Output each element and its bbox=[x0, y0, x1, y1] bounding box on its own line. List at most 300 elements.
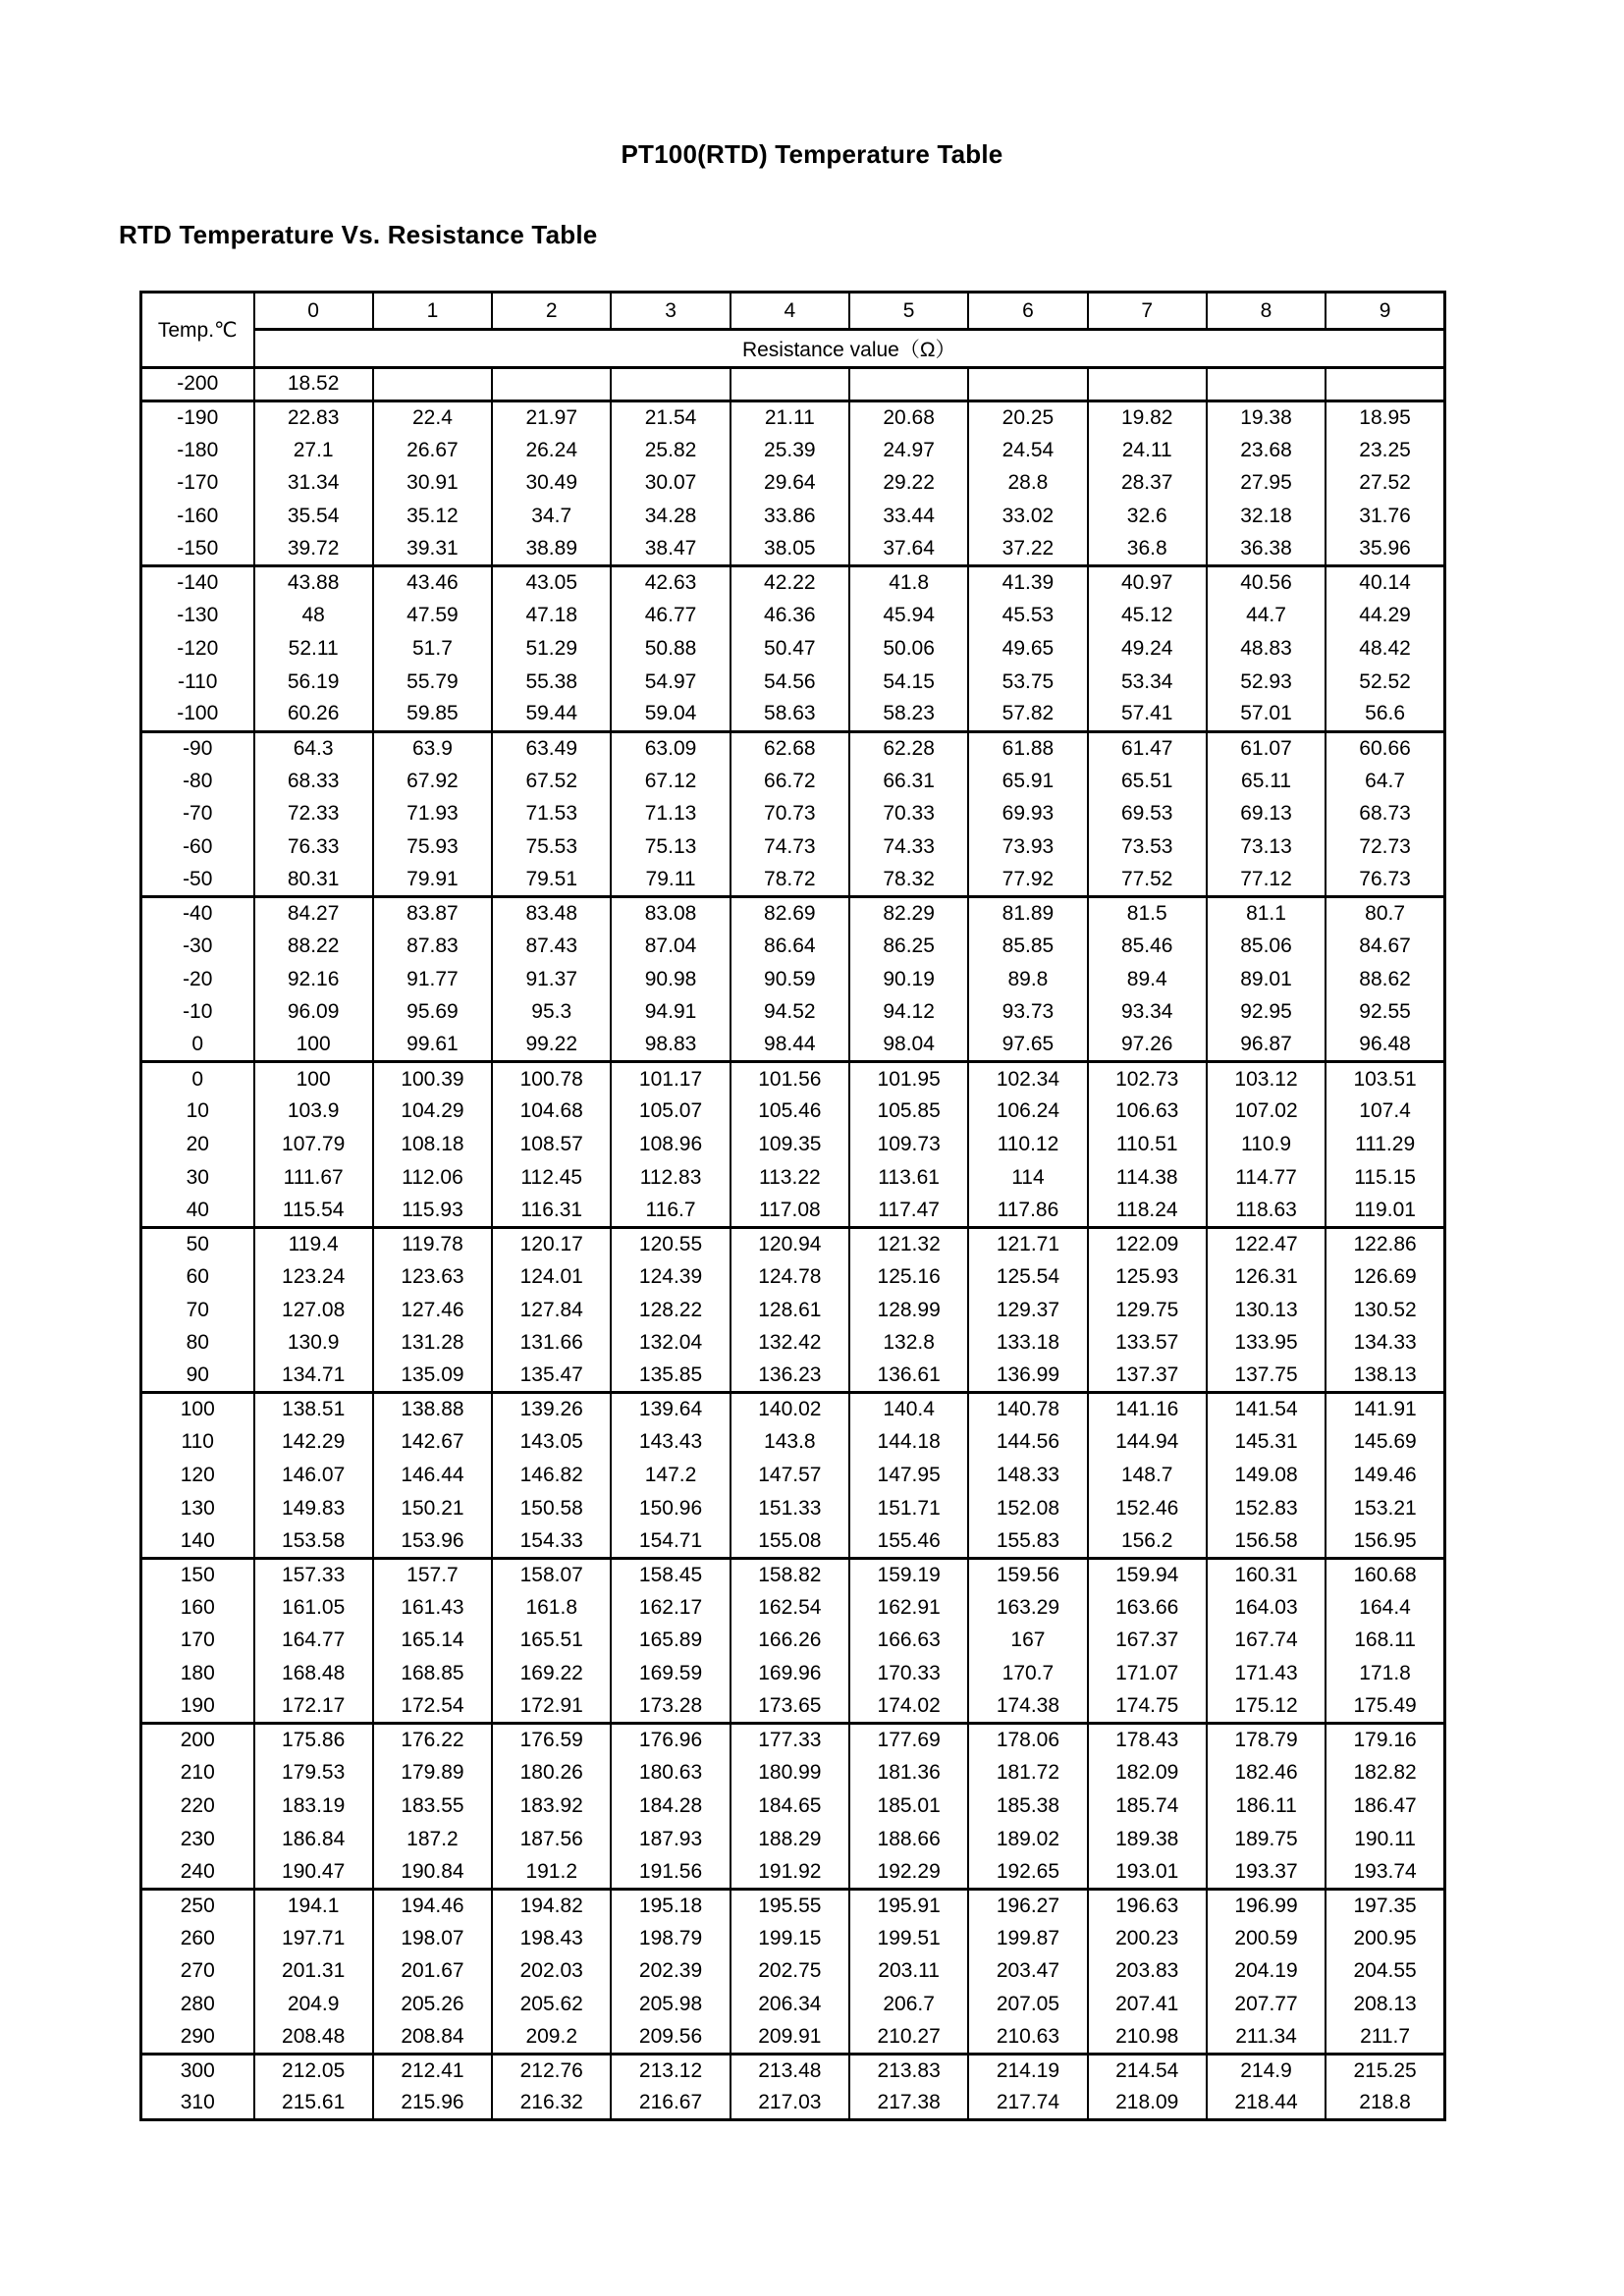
value-cell: 179.16 bbox=[1326, 1724, 1444, 1757]
value-cell: 196.63 bbox=[1088, 1889, 1207, 1922]
value-cell: 182.09 bbox=[1088, 1756, 1207, 1789]
digit-column-header: 9 bbox=[1326, 293, 1444, 330]
value-cell: 24.97 bbox=[849, 434, 968, 467]
value-cell: 99.22 bbox=[492, 1029, 611, 1062]
temp-cell: 160 bbox=[141, 1591, 254, 1625]
value-cell: 50.06 bbox=[849, 632, 968, 666]
value-cell: 138.51 bbox=[254, 1393, 373, 1426]
value-cell: 217.03 bbox=[731, 2087, 849, 2120]
value-cell: 127.08 bbox=[254, 1294, 373, 1327]
value-cell: 202.39 bbox=[611, 1955, 730, 1989]
temp-cell: 150 bbox=[141, 1558, 254, 1591]
row-group bbox=[141, 368, 1445, 401]
table-row bbox=[141, 698, 1445, 731]
value-cell: 21.97 bbox=[492, 400, 611, 434]
value-cell: 106.24 bbox=[968, 1095, 1087, 1129]
value-cell: 90.59 bbox=[731, 963, 849, 996]
value-cell: 186.47 bbox=[1326, 1789, 1444, 1823]
temp-cell: 30 bbox=[141, 1161, 254, 1195]
temp-cell: -90 bbox=[141, 731, 254, 765]
value-cell: 161.8 bbox=[492, 1591, 611, 1625]
digit-column-header: 0 bbox=[254, 293, 373, 330]
value-cell: 211.7 bbox=[1326, 2021, 1444, 2055]
temp-cell: 130 bbox=[141, 1492, 254, 1525]
value-cell: 128.99 bbox=[849, 1294, 968, 1327]
value-cell: 190.84 bbox=[373, 1855, 492, 1889]
value-cell: 34.28 bbox=[611, 500, 730, 533]
table-row bbox=[141, 2055, 1445, 2088]
table-row bbox=[141, 1128, 1445, 1161]
value-cell: 201.31 bbox=[254, 1955, 373, 1989]
value-cell: 22.4 bbox=[373, 400, 492, 434]
row-group bbox=[141, 400, 1445, 565]
value-cell: 176.96 bbox=[611, 1724, 730, 1757]
temp-cell: -80 bbox=[141, 765, 254, 798]
value-cell: 202.75 bbox=[731, 1955, 849, 1989]
value-cell: 27.95 bbox=[1207, 467, 1326, 501]
value-cell: 198.43 bbox=[492, 1922, 611, 1955]
value-cell: 102.73 bbox=[1088, 1062, 1207, 1095]
value-cell: 206.7 bbox=[849, 1988, 968, 2021]
value-cell: 198.79 bbox=[611, 1922, 730, 1955]
value-cell: 28.37 bbox=[1088, 467, 1207, 501]
value-cell: 188.66 bbox=[849, 1823, 968, 1856]
value-cell: 121.71 bbox=[968, 1227, 1087, 1260]
value-cell: 95.69 bbox=[373, 996, 492, 1030]
table-row bbox=[141, 1062, 1445, 1095]
value-cell: 200.59 bbox=[1207, 1922, 1326, 1955]
value-cell: 108.96 bbox=[611, 1128, 730, 1161]
value-cell: 144.56 bbox=[968, 1426, 1087, 1460]
value-cell: 38.05 bbox=[731, 533, 849, 566]
value-cell: 169.22 bbox=[492, 1657, 611, 1690]
value-cell: 59.44 bbox=[492, 698, 611, 731]
value-cell: 96.09 bbox=[254, 996, 373, 1030]
value-cell: 76.33 bbox=[254, 830, 373, 864]
value-cell: 169.96 bbox=[731, 1657, 849, 1690]
value-cell: 180.26 bbox=[492, 1756, 611, 1789]
table-row bbox=[141, 632, 1445, 666]
temp-cell: -60 bbox=[141, 830, 254, 864]
table-row bbox=[141, 1823, 1445, 1856]
value-cell bbox=[373, 368, 492, 401]
value-cell: 187.2 bbox=[373, 1823, 492, 1856]
value-cell: 98.44 bbox=[731, 1029, 849, 1062]
value-cell: 159.56 bbox=[968, 1558, 1087, 1591]
value-cell: 172.17 bbox=[254, 1690, 373, 1724]
value-cell: 61.47 bbox=[1088, 731, 1207, 765]
value-cell: 140.4 bbox=[849, 1393, 968, 1426]
value-cell: 117.08 bbox=[731, 1195, 849, 1228]
row-group bbox=[141, 1558, 1445, 1723]
value-cell: 209.2 bbox=[492, 2021, 611, 2055]
value-cell: 96.87 bbox=[1207, 1029, 1326, 1062]
value-cell: 189.02 bbox=[968, 1823, 1087, 1856]
table-row bbox=[141, 830, 1445, 864]
value-cell: 153.21 bbox=[1326, 1492, 1444, 1525]
value-cell: 162.91 bbox=[849, 1591, 968, 1625]
value-cell: 42.22 bbox=[731, 566, 849, 600]
value-cell: 73.93 bbox=[968, 830, 1087, 864]
value-cell: 149.08 bbox=[1207, 1459, 1326, 1492]
temp-cell: 170 bbox=[141, 1625, 254, 1658]
value-cell: 190.11 bbox=[1326, 1823, 1444, 1856]
value-cell: 182.46 bbox=[1207, 1756, 1326, 1789]
value-cell: 37.64 bbox=[849, 533, 968, 566]
value-cell: 208.13 bbox=[1326, 1988, 1444, 2021]
value-cell: 215.25 bbox=[1326, 2055, 1444, 2088]
row-group bbox=[141, 566, 1445, 731]
table-row bbox=[141, 2021, 1445, 2055]
value-cell: 66.31 bbox=[849, 765, 968, 798]
value-cell: 61.07 bbox=[1207, 731, 1326, 765]
value-cell: 18.95 bbox=[1326, 400, 1444, 434]
value-cell: 210.63 bbox=[968, 2021, 1087, 2055]
value-cell: 204.9 bbox=[254, 1988, 373, 2021]
table-row bbox=[141, 434, 1445, 467]
value-cell: 101.17 bbox=[611, 1062, 730, 1095]
temp-cell: -170 bbox=[141, 467, 254, 501]
value-cell: 176.59 bbox=[492, 1724, 611, 1757]
value-cell: 196.27 bbox=[968, 1889, 1087, 1922]
page-title: PT100(RTD) Temperature Table bbox=[621, 139, 1003, 169]
value-cell: 154.33 bbox=[492, 1525, 611, 1559]
digit-column-header: 8 bbox=[1207, 293, 1326, 330]
value-cell: 125.16 bbox=[849, 1260, 968, 1294]
row-group bbox=[141, 2055, 1445, 2120]
value-cell: 207.77 bbox=[1207, 1988, 1326, 2021]
value-cell: 209.91 bbox=[731, 2021, 849, 2055]
value-cell: 218.8 bbox=[1326, 2087, 1444, 2120]
value-cell: 178.79 bbox=[1207, 1724, 1326, 1757]
value-cell: 151.33 bbox=[731, 1492, 849, 1525]
section-title: RTD Temperature Vs. Resistance Table bbox=[119, 220, 598, 249]
value-cell: 160.68 bbox=[1326, 1558, 1444, 1591]
row-group bbox=[141, 1062, 1445, 1227]
value-cell: 32.18 bbox=[1207, 500, 1326, 533]
value-cell: 184.65 bbox=[731, 1789, 849, 1823]
value-cell: 73.53 bbox=[1088, 830, 1207, 864]
value-cell: 127.84 bbox=[492, 1294, 611, 1327]
value-cell: 104.29 bbox=[373, 1095, 492, 1129]
value-cell: 40.97 bbox=[1088, 566, 1207, 600]
value-cell: 153.58 bbox=[254, 1525, 373, 1559]
value-cell: 100 bbox=[254, 1029, 373, 1062]
value-cell: 135.85 bbox=[611, 1360, 730, 1393]
value-cell: 169.59 bbox=[611, 1657, 730, 1690]
temp-cell: -30 bbox=[141, 930, 254, 963]
value-cell: 150.21 bbox=[373, 1492, 492, 1525]
value-cell: 94.52 bbox=[731, 996, 849, 1030]
value-cell: 212.76 bbox=[492, 2055, 611, 2088]
value-cell: 181.36 bbox=[849, 1756, 968, 1789]
value-cell bbox=[849, 368, 968, 401]
value-cell: 170.33 bbox=[849, 1657, 968, 1690]
temp-cell: -140 bbox=[141, 566, 254, 600]
value-cell: 185.38 bbox=[968, 1789, 1087, 1823]
value-cell: 136.99 bbox=[968, 1360, 1087, 1393]
value-cell: 132.04 bbox=[611, 1326, 730, 1360]
temp-cell: 60 bbox=[141, 1260, 254, 1294]
value-cell: 112.45 bbox=[492, 1161, 611, 1195]
table-row bbox=[141, 1988, 1445, 2021]
value-cell: 145.31 bbox=[1207, 1426, 1326, 1460]
value-cell: 108.57 bbox=[492, 1128, 611, 1161]
value-cell: 90.19 bbox=[849, 963, 968, 996]
value-cell: 27.52 bbox=[1326, 467, 1444, 501]
table-row bbox=[141, 1459, 1445, 1492]
value-cell: 207.41 bbox=[1088, 1988, 1207, 2021]
value-cell: 129.37 bbox=[968, 1294, 1087, 1327]
value-cell: 48.42 bbox=[1326, 632, 1444, 666]
value-cell: 39.72 bbox=[254, 533, 373, 566]
temp-cell: 220 bbox=[141, 1789, 254, 1823]
value-cell: 207.05 bbox=[968, 1988, 1087, 2021]
value-cell: 142.29 bbox=[254, 1426, 373, 1460]
value-cell: 158.07 bbox=[492, 1558, 611, 1591]
value-cell: 179.89 bbox=[373, 1756, 492, 1789]
value-cell: 83.48 bbox=[492, 897, 611, 931]
value-cell: 135.47 bbox=[492, 1360, 611, 1393]
value-cell: 105.85 bbox=[849, 1095, 968, 1129]
value-cell: 133.95 bbox=[1207, 1326, 1326, 1360]
table-row bbox=[141, 599, 1445, 632]
value-cell: 52.93 bbox=[1207, 666, 1326, 699]
value-cell: 24.54 bbox=[968, 434, 1087, 467]
value-cell: 72.33 bbox=[254, 797, 373, 830]
value-cell: 168.85 bbox=[373, 1657, 492, 1690]
temp-cell: -50 bbox=[141, 864, 254, 897]
value-cell: 83.87 bbox=[373, 897, 492, 931]
value-cell: 212.05 bbox=[254, 2055, 373, 2088]
value-cell: 158.45 bbox=[611, 1558, 730, 1591]
table-row bbox=[141, 1426, 1445, 1460]
value-cell: 139.64 bbox=[611, 1393, 730, 1426]
value-cell: 96.48 bbox=[1326, 1029, 1444, 1062]
value-cell: 81.1 bbox=[1207, 897, 1326, 931]
value-cell: 69.93 bbox=[968, 797, 1087, 830]
value-cell: 166.26 bbox=[731, 1625, 849, 1658]
value-cell: 101.56 bbox=[731, 1062, 849, 1095]
value-cell: 165.51 bbox=[492, 1625, 611, 1658]
value-cell: 114.77 bbox=[1207, 1161, 1326, 1195]
value-cell: 26.24 bbox=[492, 434, 611, 467]
value-cell: 37.22 bbox=[968, 533, 1087, 566]
value-cell: 109.73 bbox=[849, 1128, 968, 1161]
value-cell: 40.14 bbox=[1326, 566, 1444, 600]
value-cell: 176.22 bbox=[373, 1724, 492, 1757]
value-cell: 191.92 bbox=[731, 1855, 849, 1889]
value-cell: 172.54 bbox=[373, 1690, 492, 1724]
temp-cell: -70 bbox=[141, 797, 254, 830]
value-cell: 130.9 bbox=[254, 1326, 373, 1360]
value-cell: 20.25 bbox=[968, 400, 1087, 434]
value-cell: 65.91 bbox=[968, 765, 1087, 798]
value-cell: 100.78 bbox=[492, 1062, 611, 1095]
value-cell: 134.33 bbox=[1326, 1326, 1444, 1360]
value-cell: 147.95 bbox=[849, 1459, 968, 1492]
temp-column-header: Temp.℃ bbox=[141, 293, 254, 368]
value-cell: 168.48 bbox=[254, 1657, 373, 1690]
value-cell: 168.11 bbox=[1326, 1625, 1444, 1658]
value-cell: 203.83 bbox=[1088, 1955, 1207, 1989]
temp-cell: -20 bbox=[141, 963, 254, 996]
value-cell: 217.38 bbox=[849, 2087, 968, 2120]
table-row bbox=[141, 533, 1445, 566]
value-cell: 91.37 bbox=[492, 963, 611, 996]
temp-cell: 240 bbox=[141, 1855, 254, 1889]
temp-cell: -40 bbox=[141, 897, 254, 931]
value-cell: 193.37 bbox=[1207, 1855, 1326, 1889]
value-cell: 152.08 bbox=[968, 1492, 1087, 1525]
value-cell: 173.65 bbox=[731, 1690, 849, 1724]
value-cell: 144.18 bbox=[849, 1426, 968, 1460]
value-cell: 58.63 bbox=[731, 698, 849, 731]
table-row bbox=[141, 1591, 1445, 1625]
temp-cell: 0 bbox=[141, 1062, 254, 1095]
value-cell: 78.72 bbox=[731, 864, 849, 897]
table-row bbox=[141, 930, 1445, 963]
value-cell: 195.18 bbox=[611, 1889, 730, 1922]
value-cell: 147.57 bbox=[731, 1459, 849, 1492]
value-cell: 199.15 bbox=[731, 1922, 849, 1955]
value-cell: 215.96 bbox=[373, 2087, 492, 2120]
value-cell: 110.51 bbox=[1088, 1128, 1207, 1161]
value-cell: 147.2 bbox=[611, 1459, 730, 1492]
value-cell: 18.52 bbox=[254, 368, 373, 401]
value-cell: 118.24 bbox=[1088, 1195, 1207, 1228]
value-cell: 29.64 bbox=[731, 467, 849, 501]
value-cell: 203.47 bbox=[968, 1955, 1087, 1989]
value-cell: 57.82 bbox=[968, 698, 1087, 731]
value-cell: 79.11 bbox=[611, 864, 730, 897]
value-cell: 71.53 bbox=[492, 797, 611, 830]
digit-column-header: 1 bbox=[373, 293, 492, 330]
value-cell: 213.83 bbox=[849, 2055, 968, 2088]
row-group bbox=[141, 1227, 1445, 1392]
value-cell: 187.56 bbox=[492, 1823, 611, 1856]
temp-cell: -110 bbox=[141, 666, 254, 699]
value-cell: 165.89 bbox=[611, 1625, 730, 1658]
value-cell: 137.75 bbox=[1207, 1360, 1326, 1393]
value-cell: 112.06 bbox=[373, 1161, 492, 1195]
value-cell: 130.13 bbox=[1207, 1294, 1326, 1327]
value-cell: 130.52 bbox=[1326, 1294, 1444, 1327]
value-cell: 25.39 bbox=[731, 434, 849, 467]
value-cell: 90.98 bbox=[611, 963, 730, 996]
value-cell: 162.17 bbox=[611, 1591, 730, 1625]
table-row bbox=[141, 797, 1445, 830]
value-cell: 143.8 bbox=[731, 1426, 849, 1460]
value-cell: 125.93 bbox=[1088, 1260, 1207, 1294]
value-cell: 117.86 bbox=[968, 1195, 1087, 1228]
value-cell: 154.71 bbox=[611, 1525, 730, 1559]
table-row bbox=[141, 1326, 1445, 1360]
value-cell: 79.51 bbox=[492, 864, 611, 897]
value-cell: 171.8 bbox=[1326, 1657, 1444, 1690]
table-row bbox=[141, 1195, 1445, 1228]
value-cell: 174.38 bbox=[968, 1690, 1087, 1724]
value-cell: 171.43 bbox=[1207, 1657, 1326, 1690]
value-cell: 50.88 bbox=[611, 632, 730, 666]
value-cell: 146.07 bbox=[254, 1459, 373, 1492]
value-cell: 192.65 bbox=[968, 1855, 1087, 1889]
value-cell: 148.33 bbox=[968, 1459, 1087, 1492]
value-cell: 98.83 bbox=[611, 1029, 730, 1062]
value-cell: 186.11 bbox=[1207, 1789, 1326, 1823]
value-cell: 113.61 bbox=[849, 1161, 968, 1195]
value-cell: 152.46 bbox=[1088, 1492, 1207, 1525]
value-cell: 107.79 bbox=[254, 1128, 373, 1161]
value-cell: 155.08 bbox=[731, 1525, 849, 1559]
value-cell: 48.83 bbox=[1207, 632, 1326, 666]
value-cell: 93.34 bbox=[1088, 996, 1207, 1030]
row-group bbox=[141, 1724, 1445, 1889]
value-cell: 197.71 bbox=[254, 1922, 373, 1955]
value-cell: 25.82 bbox=[611, 434, 730, 467]
value-cell: 143.05 bbox=[492, 1426, 611, 1460]
table-row bbox=[141, 400, 1445, 434]
value-cell: 66.72 bbox=[731, 765, 849, 798]
value-cell: 132.42 bbox=[731, 1326, 849, 1360]
value-cell: 110.12 bbox=[968, 1128, 1087, 1161]
table-row bbox=[141, 897, 1445, 931]
value-cell: 54.97 bbox=[611, 666, 730, 699]
row-group bbox=[141, 731, 1445, 896]
value-cell: 47.18 bbox=[492, 599, 611, 632]
value-cell: 34.7 bbox=[492, 500, 611, 533]
value-cell: 101.95 bbox=[849, 1062, 968, 1095]
value-cell: 58.23 bbox=[849, 698, 968, 731]
value-cell: 122.47 bbox=[1207, 1227, 1326, 1260]
value-cell bbox=[1088, 368, 1207, 401]
value-cell: 30.07 bbox=[611, 467, 730, 501]
table-row bbox=[141, 864, 1445, 897]
value-cell: 204.55 bbox=[1326, 1955, 1444, 1989]
value-cell: 215.61 bbox=[254, 2087, 373, 2120]
temp-cell: 180 bbox=[141, 1657, 254, 1690]
value-cell: 143.43 bbox=[611, 1426, 730, 1460]
value-cell: 75.53 bbox=[492, 830, 611, 864]
value-cell: 87.83 bbox=[373, 930, 492, 963]
value-cell: 180.99 bbox=[731, 1756, 849, 1789]
value-cell: 71.93 bbox=[373, 797, 492, 830]
value-cell: 178.43 bbox=[1088, 1724, 1207, 1757]
value-cell: 60.26 bbox=[254, 698, 373, 731]
value-cell: 177.33 bbox=[731, 1724, 849, 1757]
value-cell: 214.54 bbox=[1088, 2055, 1207, 2088]
value-cell: 209.56 bbox=[611, 2021, 730, 2055]
value-cell: 73.13 bbox=[1207, 830, 1326, 864]
table-row bbox=[141, 1525, 1445, 1559]
value-cell: 33.02 bbox=[968, 500, 1087, 533]
value-cell: 63.09 bbox=[611, 731, 730, 765]
value-cell: 141.54 bbox=[1207, 1393, 1326, 1426]
header-row bbox=[141, 293, 1445, 330]
value-cell bbox=[731, 368, 849, 401]
value-cell: 140.02 bbox=[731, 1393, 849, 1426]
value-cell: 74.73 bbox=[731, 830, 849, 864]
value-cell: 165.14 bbox=[373, 1625, 492, 1658]
value-cell: 175.86 bbox=[254, 1724, 373, 1757]
value-cell: 89.4 bbox=[1088, 963, 1207, 996]
value-cell: 190.47 bbox=[254, 1855, 373, 1889]
value-cell: 88.22 bbox=[254, 930, 373, 963]
value-cell: 95.3 bbox=[492, 996, 611, 1030]
value-cell: 159.19 bbox=[849, 1558, 968, 1591]
value-cell: 200.95 bbox=[1326, 1922, 1444, 1955]
value-cell: 131.66 bbox=[492, 1326, 611, 1360]
